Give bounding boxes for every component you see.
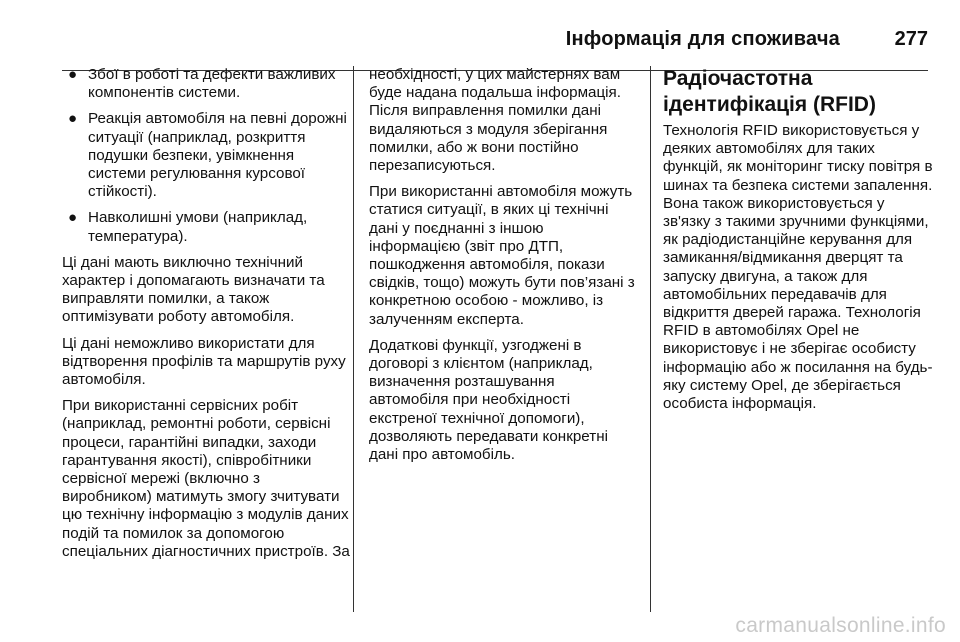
paragraph: При використанні автомобіля можуть статися ситуації, в яких ці технічні дані у поєднанні з іншою інформацією (звіт про ДТП, пошкодження автомобіля, покази свідків, тощо) можуть бути пов’язані з конкретною особою - можливо, із залученням експерта. (369, 183, 635, 328)
bullet-text: Збої в роботі та дефекти важливих компонентів системи. (88, 66, 336, 102)
watermark: carmanualsonline.info (735, 614, 946, 637)
bullet-item (62, 66, 350, 102)
column-left (62, 66, 350, 569)
paragraph: Ці дані неможливо використати для відтворення профілів та маршрутів руху автомобіля. (62, 334, 346, 389)
bullet-list (62, 66, 350, 246)
page-header (62, 26, 928, 54)
bullet-text: Реакція автомобіля на певні дорожні ситуації (наприклад, розкриття подушки безпеки, увімкнення системи регулювання курсової стійкості). (88, 110, 347, 201)
paragraph: При використанні сервісних робіт (наприклад, ремонтні роботи, сервісні процеси, гарантійні випадки, заходи гарантування якості), співробітники сервісної мережі (включно з виробником) матимуть змогу зчитувати цю технічну інформацію з модулів даних подій та помилок за допомогою спеціальних діагностичних пристроїв. За (62, 397, 350, 560)
section-heading: Радіочастотна ідентифікація (RFID) (663, 67, 876, 116)
bullet-item (62, 110, 350, 201)
column-middle (369, 66, 637, 472)
paragraph: Ці дані мають виключно технічний характер і допомагають визначати та виправляти помилки, а також оптимізувати роботу автомобіля. (62, 253, 325, 326)
paragraph: Технологія RFID використовується у деяких автомобілях для таких функцій, як моніторинг тиску повітря в шинах та безпека системи запалення. Вона також використовується у зв'язку з такими зручними функціями, як радіодистанційне керування для замикання/відмикання дверцят та запуску двигуна, а також для автомобільних передавачів для відкриття дверей гаража. Технологія RFID в автомобілях Opel не використовує і не зберігає особисту інформацію або ж посилання на будь-яку систему Opel, де зберігається особиста інформація. (663, 122, 933, 413)
bullet-item (62, 209, 350, 245)
bullet-icon: ● (68, 110, 78, 128)
column-right (663, 66, 933, 421)
bullet-icon: ● (68, 209, 78, 227)
paragraph: необхідності, у цих майстернях вам буде надана подальша інформація. Після виправлення помилки дані видаляються з модуля зберігання помилки, або ж вони постійно перезаписуються. (369, 66, 622, 175)
bullet-text: Навколишні умови (наприклад, температура). (88, 209, 308, 245)
paragraph: Додаткові функції, узгоджені в договорі з клієнтом (наприклад, визначення розташування автомобіля при необхідності екстреної технічної допомоги), дозволяють передавати конкретні дані про автомобіль. (369, 336, 608, 464)
column-divider (650, 66, 651, 612)
bullet-icon: ● (68, 66, 78, 83)
column-divider (353, 66, 354, 612)
page-number: 277 (894, 28, 928, 50)
page-title: Інформація для споживача (565, 28, 840, 50)
